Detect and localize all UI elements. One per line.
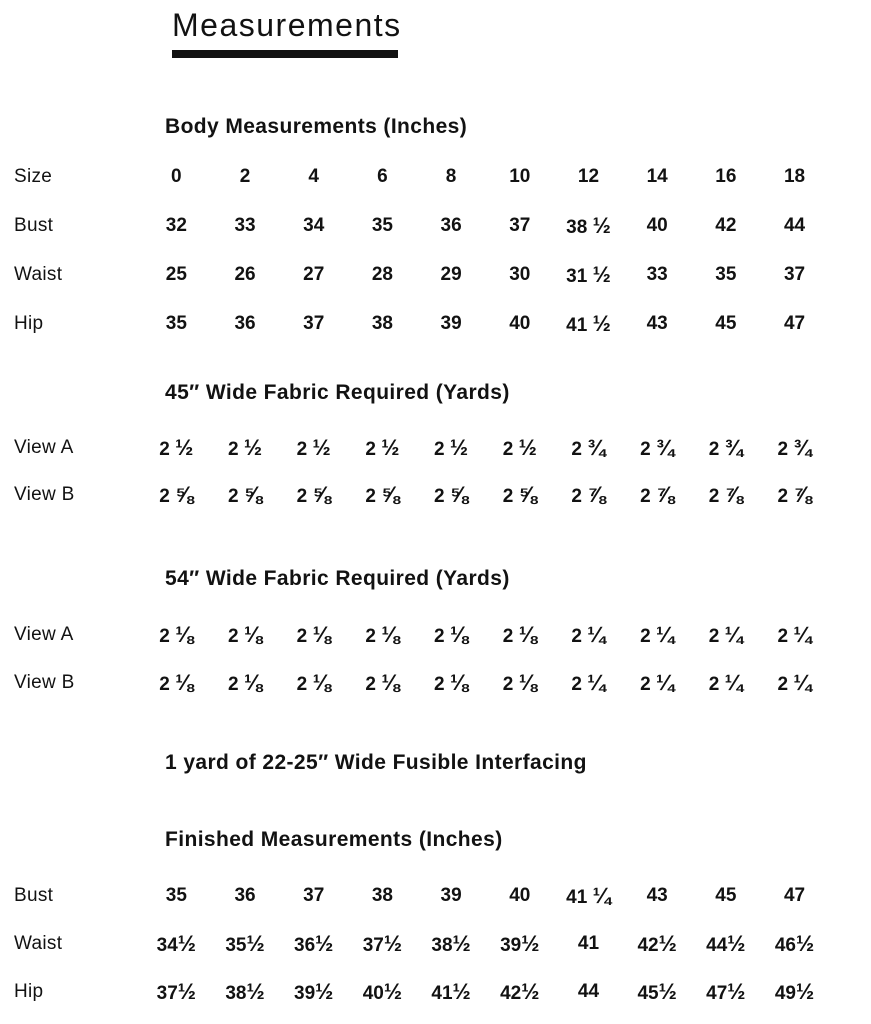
- fraction-glyph: ½: [592, 212, 611, 238]
- value-cell: 26: [234, 263, 256, 285]
- value-cell: 2 ⅛: [227, 622, 263, 647]
- fraction-glyph: ⅝: [381, 481, 400, 507]
- fraction-glyph: ⅛: [312, 670, 331, 695]
- fraction-glyph: ½: [177, 979, 197, 1004]
- row-label: Hip: [14, 981, 44, 1002]
- value-cell: 35: [165, 312, 187, 334]
- row-label: View B: [14, 483, 75, 505]
- value-cell: 37: [509, 214, 531, 236]
- value-cell: 40: [509, 312, 531, 334]
- value-cell: 44: [577, 981, 600, 1002]
- value-cell: 36½: [294, 931, 334, 956]
- fraction-glyph: ½: [727, 979, 746, 1004]
- fraction-glyph: ⅞: [587, 481, 606, 507]
- section-heading: 45″ Wide Fabric Required (Yards): [165, 381, 510, 404]
- value-cell: 2 ¼: [777, 670, 812, 695]
- fraction-glyph: ¼: [724, 622, 743, 647]
- value-cell: 35½: [225, 931, 265, 956]
- value-cell: 36: [234, 885, 256, 906]
- fraction-glyph: ⅛: [518, 622, 537, 647]
- fraction-glyph: ⅛: [449, 670, 469, 695]
- row-label: Size: [14, 165, 53, 187]
- value-cell: 2 ½: [159, 434, 194, 460]
- value-cell: 2 ¾: [777, 434, 812, 460]
- value-cell: 43: [646, 885, 668, 906]
- fraction-glyph: ¼: [592, 883, 611, 908]
- value-cell: 2 ¾: [708, 434, 743, 460]
- value-cell: 2 ¼: [708, 670, 743, 695]
- value-cell: 37½: [156, 979, 197, 1004]
- value-cell: 2 ¼: [640, 670, 675, 695]
- value-cell: 38: [371, 312, 393, 334]
- table-row: [0, 872, 829, 920]
- fraction-glyph: ⅛: [175, 622, 194, 647]
- fraction-glyph: ½: [246, 931, 265, 956]
- table-row: [0, 152, 829, 201]
- value-cell: 0: [171, 165, 182, 187]
- value-cell: 35: [371, 214, 393, 236]
- value-cell: 2 ¼: [571, 670, 606, 695]
- value-cell: 36: [234, 312, 256, 334]
- value-cell: 45: [715, 885, 737, 906]
- row-label: View A: [14, 624, 74, 645]
- table-row: [0, 250, 829, 299]
- value-cell: 2 ⅝: [365, 481, 400, 507]
- table-row: [0, 471, 829, 518]
- fraction-glyph: ¼: [655, 670, 675, 695]
- fraction-glyph: ⅝: [243, 481, 263, 507]
- value-cell: 37½: [362, 931, 403, 956]
- value-cell: 32: [165, 214, 187, 236]
- value-cell: 2 ⅝: [227, 481, 263, 507]
- value-cell: 41: [577, 933, 600, 954]
- value-cell: 39½: [500, 931, 540, 956]
- value-cell: 2 ½: [227, 434, 263, 460]
- value-cell: 2 ¼: [571, 622, 606, 647]
- value-cell: 2 ⅛: [365, 670, 400, 695]
- fraction-glyph: ⅝: [175, 481, 194, 507]
- fraction-glyph: ½: [658, 979, 677, 1004]
- fraction-glyph: ½: [452, 931, 471, 956]
- section-body-measurements: [0, 114, 871, 348]
- fraction-glyph: ⅛: [243, 670, 263, 695]
- value-cell: 38½: [431, 931, 471, 956]
- fraction-glyph: ⅛: [518, 670, 537, 695]
- measurement-table: [0, 152, 829, 348]
- value-cell: 25: [165, 263, 187, 285]
- value-cell: 37: [303, 312, 325, 334]
- value-cell: 46½: [774, 931, 815, 956]
- fraction-glyph: ⅛: [175, 670, 194, 695]
- measurement-table: [0, 424, 829, 518]
- value-cell: 34: [303, 214, 325, 236]
- fraction-glyph: ½: [315, 931, 334, 956]
- value-cell: 2 ½: [365, 434, 400, 460]
- value-cell: 2 ⅝: [159, 481, 194, 507]
- row-label: View B: [14, 672, 75, 693]
- fraction-glyph: ½: [177, 931, 197, 956]
- value-cell: 39: [440, 885, 462, 906]
- table-row: [0, 968, 829, 1016]
- fraction-glyph: ⅞: [724, 481, 743, 507]
- fraction-glyph: ½: [312, 434, 331, 460]
- fraction-glyph: ⅞: [655, 481, 675, 507]
- fraction-glyph: ½: [246, 979, 265, 1004]
- value-cell: 28: [371, 263, 393, 285]
- value-cell: 2 ⅛: [296, 622, 331, 647]
- value-cell: 41½: [431, 979, 471, 1004]
- value-cell: 39: [440, 312, 462, 334]
- fraction-glyph: ½: [383, 979, 403, 1004]
- fraction-glyph: ¾: [655, 434, 675, 460]
- value-cell: 2 ⅝: [434, 481, 469, 507]
- table-row: [0, 611, 829, 659]
- fraction-glyph: ½: [795, 979, 815, 1004]
- value-cell: 2 ¼: [640, 622, 675, 647]
- value-cell: 36: [440, 214, 462, 236]
- value-cell: 2 ⅛: [296, 670, 331, 695]
- fraction-glyph: ½: [727, 931, 746, 956]
- value-cell: 2 ⅛: [502, 622, 537, 647]
- value-cell: 40: [646, 214, 668, 236]
- title-underline: [172, 50, 398, 58]
- value-cell: 2 ¼: [777, 622, 812, 647]
- value-cell: 40: [509, 885, 531, 906]
- value-cell: 42: [715, 214, 737, 236]
- page-title: Measurements: [172, 7, 402, 43]
- value-cell: 2 ⅝: [296, 481, 331, 507]
- value-cell: 38 ½: [566, 212, 611, 238]
- section-interfacing-note: [0, 750, 871, 776]
- measurement-table: [0, 611, 829, 707]
- value-cell: 38½: [225, 979, 265, 1004]
- section-fabric-54: [0, 566, 871, 707]
- value-cell: 2 ⅛: [227, 670, 263, 695]
- fraction-glyph: ½: [243, 434, 263, 460]
- fraction-glyph: ½: [592, 310, 611, 336]
- value-cell: 41 ¼: [566, 883, 611, 908]
- fraction-glyph: ½: [381, 434, 400, 460]
- value-cell: 30: [509, 263, 531, 285]
- value-cell: 39½: [294, 979, 334, 1004]
- value-cell: 27: [303, 263, 325, 285]
- value-cell: 2 ⅛: [434, 670, 469, 695]
- row-label: Bust: [14, 214, 54, 236]
- fraction-glyph: ⅛: [381, 670, 400, 695]
- value-cell: 2 ⅛: [159, 670, 194, 695]
- note-text: 1 yard of 22-25″ Wide Fusible Interfacing: [165, 751, 587, 774]
- value-cell: 12: [577, 165, 600, 187]
- value-cell: 2 ⅞: [777, 481, 812, 507]
- value-cell: 37: [783, 263, 806, 285]
- value-cell: 2 ¼: [708, 622, 743, 647]
- value-cell: 34½: [156, 931, 197, 956]
- fraction-glyph: ⅛: [449, 622, 469, 647]
- fraction-glyph: ¼: [587, 622, 606, 647]
- value-cell: 10: [509, 165, 531, 187]
- value-cell: 37: [303, 885, 325, 906]
- fraction-glyph: ¼: [724, 670, 743, 695]
- value-cell: 47½: [706, 979, 746, 1004]
- value-cell: 31 ½: [566, 261, 611, 287]
- row-label: Waist: [14, 933, 63, 954]
- value-cell: 2 ½: [502, 434, 537, 460]
- value-cell: 49½: [774, 979, 815, 1004]
- fraction-glyph: ¾: [724, 434, 743, 460]
- fraction-glyph: ⅝: [518, 481, 537, 507]
- fraction-glyph: ½: [383, 931, 403, 956]
- fraction-glyph: ½: [592, 261, 611, 287]
- value-cell: 2 ⅞: [708, 481, 743, 507]
- value-cell: 18: [783, 165, 806, 187]
- value-cell: 35: [715, 263, 737, 285]
- fraction-glyph: ½: [521, 979, 540, 1004]
- row-label: Waist: [14, 263, 63, 285]
- value-cell: 38: [371, 885, 393, 906]
- value-cell: 41 ½: [566, 310, 611, 336]
- row-label: Bust: [14, 885, 54, 906]
- table-row: [0, 920, 829, 968]
- value-cell: 2 ½: [434, 434, 469, 460]
- value-cell: 44: [783, 214, 806, 236]
- value-cell: 43: [646, 312, 668, 334]
- value-cell: 2 ⅞: [571, 481, 606, 507]
- value-cell: 2 ⅝: [502, 481, 537, 507]
- fraction-glyph: ⅝: [312, 481, 331, 507]
- value-cell: 8: [445, 165, 457, 187]
- value-cell: 45½: [637, 979, 677, 1004]
- value-cell: 2 ⅞: [640, 481, 675, 507]
- value-cell: 14: [646, 165, 668, 187]
- table-row: [0, 424, 829, 471]
- fraction-glyph: ¾: [793, 434, 812, 460]
- table-row: [0, 659, 829, 707]
- value-cell: 2: [239, 165, 251, 187]
- fraction-glyph: ¾: [587, 434, 606, 460]
- value-cell: 42½: [500, 979, 540, 1004]
- value-cell: 40½: [362, 979, 403, 1004]
- section-fabric-45: [0, 380, 871, 518]
- value-cell: 42½: [637, 931, 677, 956]
- value-cell: 47: [783, 312, 806, 334]
- row-label: View A: [14, 436, 74, 458]
- measurement-table: [0, 872, 829, 1016]
- fraction-glyph: ⅞: [793, 481, 812, 507]
- fraction-glyph: ½: [175, 434, 194, 460]
- fraction-glyph: ½: [518, 434, 537, 460]
- value-cell: 35: [165, 885, 187, 906]
- fraction-glyph: ½: [315, 979, 334, 1004]
- value-cell: 44½: [706, 931, 746, 956]
- value-cell: 33: [646, 263, 668, 285]
- fraction-glyph: ½: [449, 434, 469, 460]
- value-cell: 2 ½: [296, 434, 331, 460]
- fraction-glyph: ⅛: [243, 622, 263, 647]
- value-cell: 2 ⅛: [159, 622, 194, 647]
- fraction-glyph: ½: [658, 931, 677, 956]
- fraction-glyph: ¼: [793, 670, 812, 695]
- section-heading: Finished Measurements (Inches): [165, 828, 503, 851]
- fraction-glyph: ½: [521, 931, 540, 956]
- value-cell: 2 ⅛: [365, 622, 400, 647]
- value-cell: 47: [783, 885, 806, 906]
- value-cell: 2 ¾: [640, 434, 675, 460]
- value-cell: 33: [234, 214, 256, 236]
- fraction-glyph: ¼: [793, 622, 812, 647]
- fraction-glyph: ⅝: [449, 481, 469, 507]
- value-cell: 4: [308, 165, 319, 187]
- row-label: Hip: [14, 312, 44, 334]
- fraction-glyph: ½: [795, 931, 815, 956]
- section-heading: Body Measurements (Inches): [165, 115, 468, 138]
- section-heading: 54″ Wide Fabric Required (Yards): [165, 567, 510, 590]
- table-row: [0, 201, 829, 250]
- fraction-glyph: ⅛: [312, 622, 331, 647]
- value-cell: 2 ¾: [571, 434, 606, 460]
- fraction-glyph: ⅛: [381, 622, 400, 647]
- fraction-glyph: ¼: [655, 622, 675, 647]
- value-cell: 29: [440, 263, 462, 285]
- value-cell: 2 ⅛: [434, 622, 469, 647]
- section-finished-measurements: [0, 827, 871, 1016]
- value-cell: 16: [715, 165, 737, 187]
- value-cell: 2 ⅛: [502, 670, 537, 695]
- fraction-glyph: ¼: [587, 670, 606, 695]
- value-cell: 45: [715, 312, 737, 334]
- value-cell: 6: [377, 165, 388, 187]
- table-row: [0, 299, 829, 348]
- fraction-glyph: ½: [452, 979, 471, 1004]
